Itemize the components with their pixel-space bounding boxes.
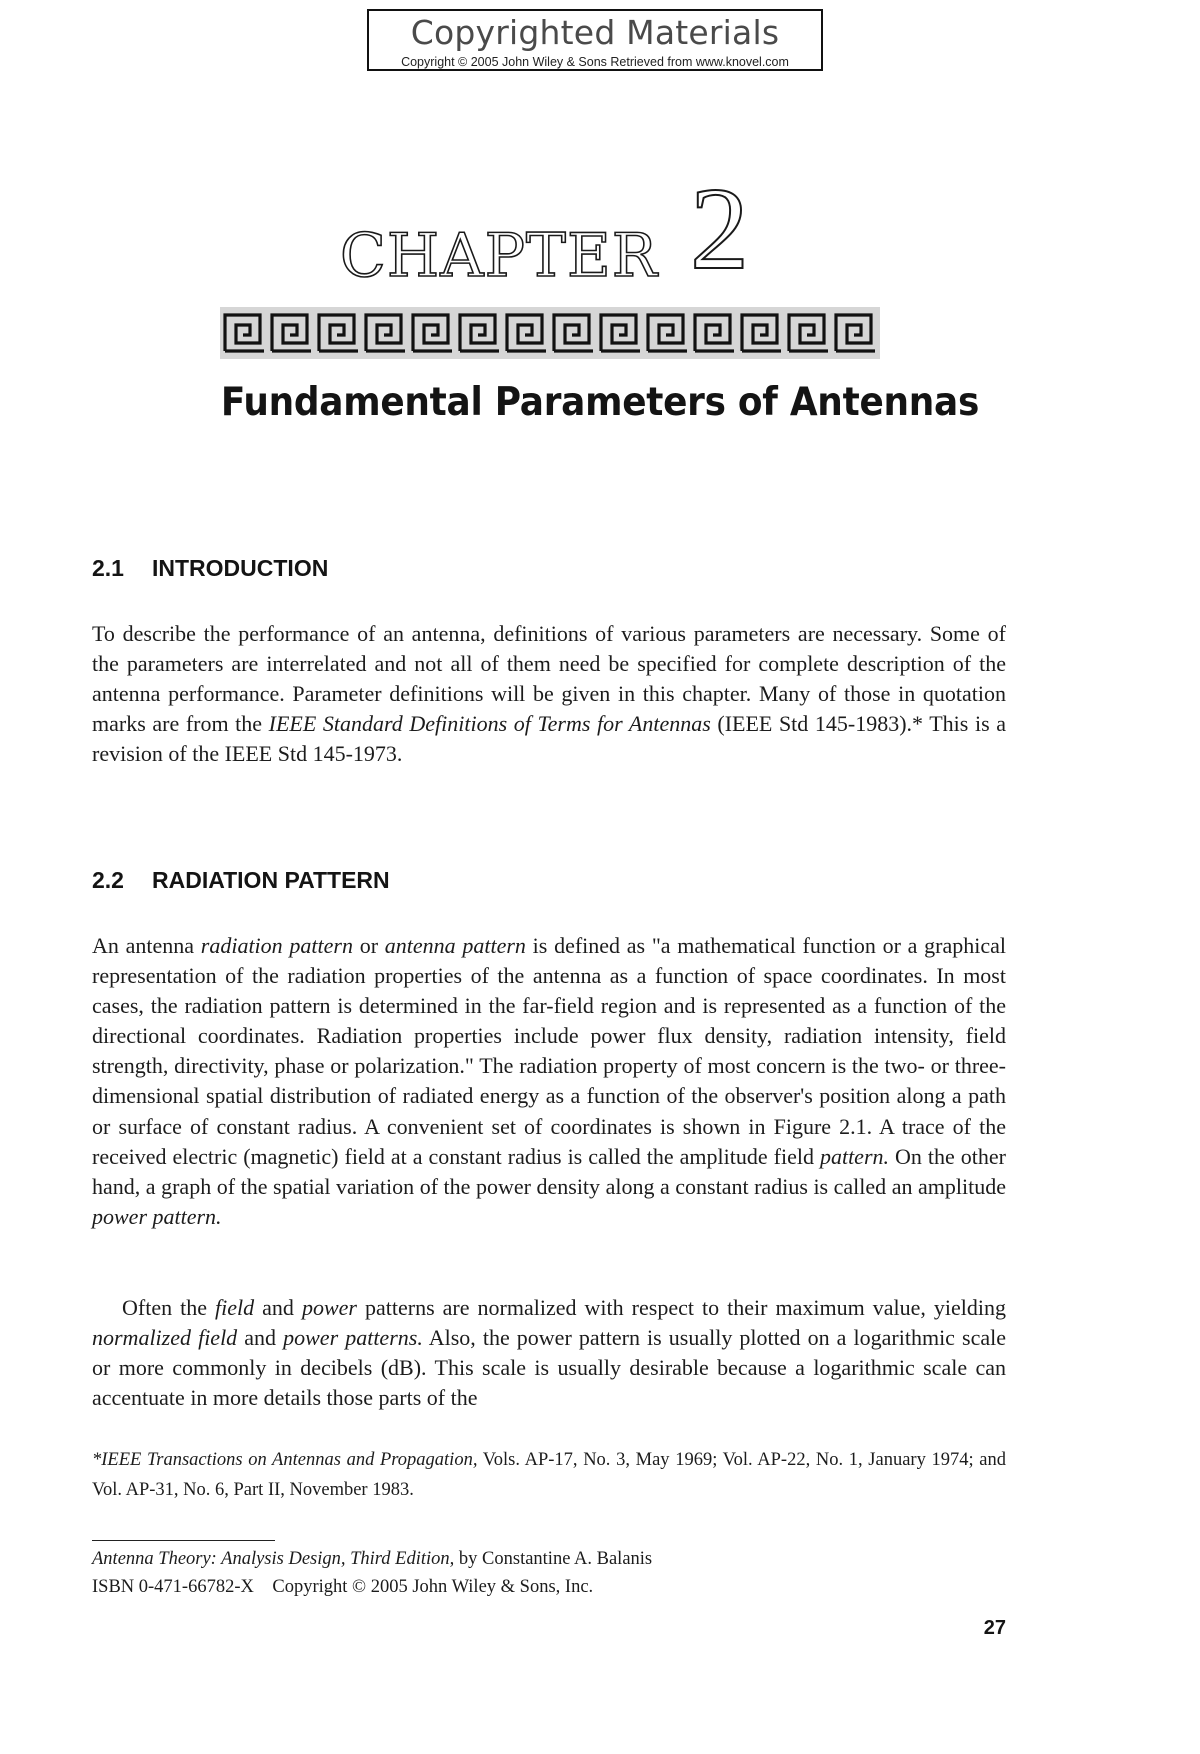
chapter-title: Fundamental Parameters of Antennas [220,380,980,425]
radiation-paragraph-2: Often the field and power patterns are normalized with respect to their maximum value, yielding normalized field and power patterns. Also, the power pattern is usually plotted on a logarithmic scale or more commonly in decibels (dB). This scale is usually desirable because a logarithmic scale can accentuate in more details those parts of the [92,1295,1007,1411]
book-citation: Antenna Theory: Analysis Design, Third Edition, by Constantine A. Balanis ISBN 0-471-66782-X Copyright © 2005 John Wiley & Sons, Inc. [92,1549,653,1597]
watermark-title: Copyrighted Materials [410,13,780,52]
footnote-ieee: *IEEE Transactions on Antennas and Propagation, Vols. AP-17, No. 3, May 1969; Vol. AP-22, No. 1, January 1974; and Vol. AP-31, No. 6, Part II, November 1983. [92,1450,1007,1500]
section-title: RADIATION PATTERN [152,867,390,893]
footnote-divider [92,1540,275,1541]
greek-key-ornament [220,307,880,359]
radiation-paragraph-1: An antenna radiation pattern or antenna pattern is defined as "a mathematical function or a graphical representation of the radiation properties of the antenna as a function of space coordinates. In most cases, the radiation pattern is determined in the far-field region and is represented as a function of the directional coordinates. Radiation properties include power flux density, radiation intensity, field strength, directivity, phase or polarization." The radiation property of most concern is the two- or three-dimensional spatial distribution of radiated energy as a function of the observer's position along a path or surface of constant radius. A convenient set of coordinates is shown in Figure 2.1. A trace of the received electric (magnetic) field at a constant radius is called the amplitude field pattern. On the other hand, a graph of the spatial variation of the power density along a constant radius is called an amplitude power pattern. [92,933,1006,1229]
page-number: 27 [983,1617,1006,1639]
copyright-watermark [367,9,823,71]
section-number: 2.2 [92,867,124,893]
section-heading-radiation-pattern [92,867,390,894]
chapter-word: CHAPTER [340,221,658,291]
isbn-line: ISBN 0-471-66782-X Copyright © 2005 John Wiley & Sons, Inc. [92,1577,594,1597]
section-title: INTRODUCTION [152,555,329,581]
watermark-subtitle: Copyright © 2005 John Wiley & Sons Retrieved from www.knovel.com [401,55,789,69]
section-heading-introduction [92,555,328,582]
chapter-number: 2 [690,163,749,294]
chapter-heading [340,163,840,294]
section-number: 2.1 [92,555,124,581]
intro-paragraph: To describe the performance of an antenna, definitions of various parameters are necessary. Some of the parameters are interrelated and not all of them need be specified for complete description of the antenna performance. Parameter definitions will be given in this chapter. Many of those in quotation marks are from the IEEE Standard Definitions of Terms for Antennas (IEEE Std 145-1983).* This is a revision of the IEEE Std 145-1973. [92,621,1006,767]
